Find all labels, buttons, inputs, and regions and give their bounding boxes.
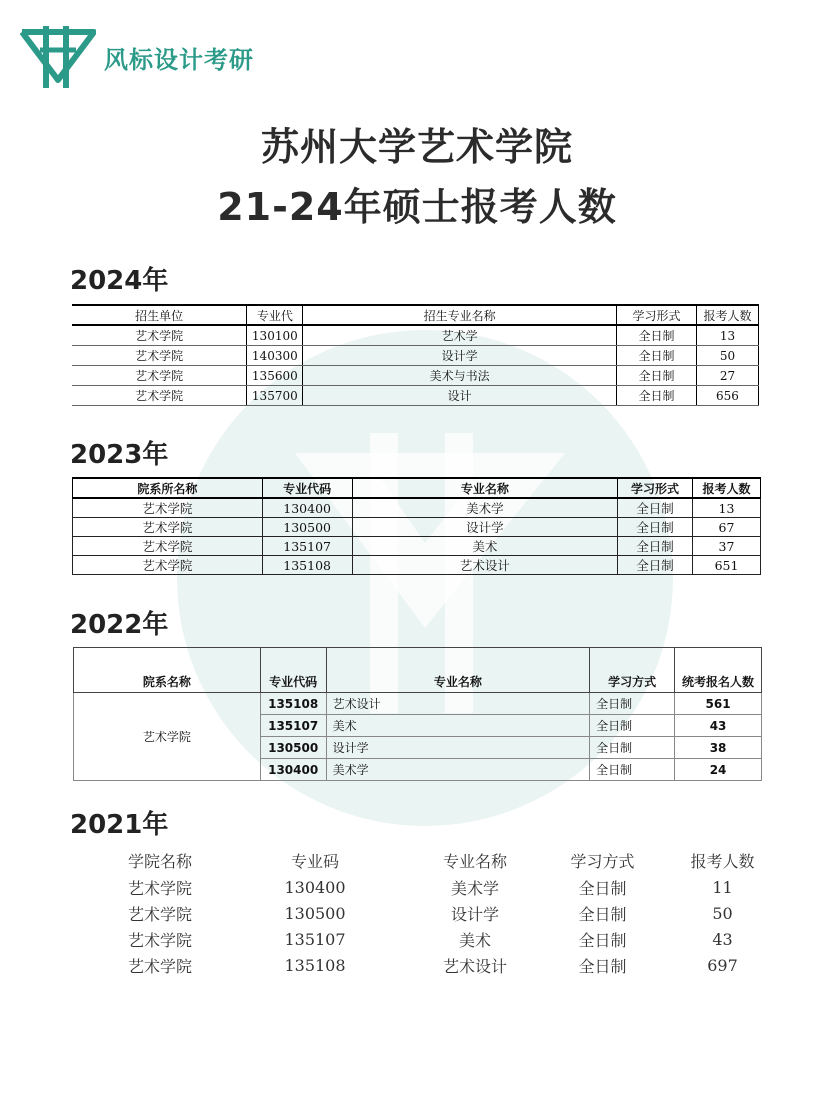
cell: 艺术学院 xyxy=(73,556,263,575)
header-cell: 报考人数 xyxy=(693,478,761,498)
cell: 140300 xyxy=(247,346,303,366)
header-cell: 专业代码 xyxy=(262,478,352,498)
cell: 设计学 xyxy=(352,518,617,537)
header-cell: 院系名称 xyxy=(74,648,261,693)
table-2022 xyxy=(73,647,762,781)
table-2024 xyxy=(72,304,759,406)
year-heading-2022: 2022年 xyxy=(70,610,169,640)
header-cell: 专业名称 xyxy=(326,648,590,693)
cell: 美术与书法 xyxy=(303,366,617,386)
cell: 全日制 xyxy=(617,366,697,386)
brand-mark-icon xyxy=(20,22,96,92)
table-header-row xyxy=(100,846,780,874)
table-row xyxy=(74,693,762,715)
cell: 130100 xyxy=(247,325,303,346)
table-row xyxy=(100,926,780,952)
cell: 全日制 xyxy=(618,518,693,537)
cell: 艺术学院 xyxy=(72,346,247,366)
cell: 美术学 xyxy=(450,878,499,898)
cell: 艺术学院 xyxy=(127,878,192,898)
cell: 美术 xyxy=(326,715,590,737)
year-heading-2023: 2023年 xyxy=(70,440,169,470)
cell: 27 xyxy=(696,366,758,386)
cell: 561 xyxy=(675,693,762,715)
cell: 651 xyxy=(693,556,761,575)
header-cell: 专业码 xyxy=(290,851,339,871)
brand-logo xyxy=(20,22,254,92)
cell: 37 xyxy=(693,537,761,556)
cell: 美术 xyxy=(458,930,491,950)
table-header-row xyxy=(74,648,762,693)
cell: 艺术学院 xyxy=(73,518,263,537)
cell: 135600 xyxy=(247,366,303,386)
cell: 设计 xyxy=(303,386,617,406)
cell: 艺术学院 xyxy=(72,386,247,406)
cell: 全日制 xyxy=(578,930,627,950)
cell: 全日制 xyxy=(590,737,675,759)
cell: 艺术学院 xyxy=(73,498,263,518)
cell: 全日制 xyxy=(617,325,697,346)
header-cell: 报考人数 xyxy=(696,305,758,325)
cell: 130400 xyxy=(262,498,352,518)
table-row xyxy=(73,556,761,575)
cell: 130500 xyxy=(260,737,326,759)
cell: 135108 xyxy=(284,955,346,975)
cell: 全日制 xyxy=(578,904,627,924)
cell: 艺术学院 xyxy=(72,366,247,386)
cell: 43 xyxy=(712,929,733,949)
cell: 艺术设计 xyxy=(352,556,617,575)
cell: 135700 xyxy=(247,386,303,406)
table-row xyxy=(100,900,780,926)
year-heading-2021: 2021年 xyxy=(70,810,169,840)
cell: 11 xyxy=(712,877,733,897)
table-row xyxy=(73,518,761,537)
cell: 43 xyxy=(675,715,762,737)
header-cell: 学习形式 xyxy=(618,478,693,498)
cell: 艺术学院 xyxy=(72,325,247,346)
cell: 697 xyxy=(707,955,738,975)
table-row xyxy=(100,952,780,978)
cell: 美术 xyxy=(352,537,617,556)
cell: 全日制 xyxy=(618,556,693,575)
cell: 艺术学 xyxy=(303,325,617,346)
cell: 艺术设计 xyxy=(326,693,590,715)
header-cell: 专业名称 xyxy=(352,478,617,498)
header-cell: 招生专业名称 xyxy=(303,305,617,325)
cell: 130400 xyxy=(284,877,346,897)
unit-cell: 艺术学院 xyxy=(74,693,261,781)
cell: 50 xyxy=(696,346,758,366)
header-cell: 招生单位 xyxy=(72,305,247,325)
cell: 全日制 xyxy=(617,386,697,406)
cell: 50 xyxy=(712,903,733,923)
cell: 全日制 xyxy=(618,537,693,556)
table-row xyxy=(72,366,759,386)
header-cell: 学院名称 xyxy=(127,851,192,871)
cell: 135107 xyxy=(284,929,346,949)
page-title: 苏州大学艺术学院 xyxy=(260,125,573,169)
header-cell: 院系所名称 xyxy=(73,478,263,498)
header-cell: 学习形式 xyxy=(617,305,697,325)
table-header-row xyxy=(73,478,761,498)
table-row xyxy=(72,386,759,406)
cell: 美术学 xyxy=(352,498,617,518)
cell: 艺术设计 xyxy=(442,956,507,976)
cell: 全日制 xyxy=(578,956,627,976)
cell: 全日制 xyxy=(617,346,697,366)
header-cell: 学习方式 xyxy=(590,648,675,693)
header-cell: 专业代码 xyxy=(260,648,326,693)
cell: 38 xyxy=(675,737,762,759)
cell: 艺术学院 xyxy=(127,956,192,976)
header-cell: 专业名称 xyxy=(442,851,507,871)
cell: 135107 xyxy=(260,715,326,737)
cell: 设计学 xyxy=(450,904,499,924)
table-row xyxy=(73,498,761,518)
page-subtitle: 21-24年硕士报考人数 xyxy=(217,185,617,229)
cell: 130500 xyxy=(262,518,352,537)
cell: 艺术学院 xyxy=(127,904,192,924)
cell: 67 xyxy=(693,518,761,537)
cell: 艺术学院 xyxy=(127,930,192,950)
cell: 135107 xyxy=(262,537,352,556)
header-cell: 专业代 xyxy=(247,305,303,325)
cell: 656 xyxy=(696,386,758,406)
cell: 美术学 xyxy=(326,759,590,781)
header-cell: 统考报名人数 xyxy=(675,648,762,693)
cell: 全日制 xyxy=(578,878,627,898)
header-cell: 报考人数 xyxy=(690,851,755,871)
header-cell: 学习方式 xyxy=(570,851,635,871)
brand-name: 风标设计考研 xyxy=(104,45,254,74)
cell: 全日制 xyxy=(618,498,693,518)
cell: 24 xyxy=(675,759,762,781)
table-row xyxy=(100,874,780,900)
cell: 设计学 xyxy=(326,737,590,759)
table-2023 xyxy=(72,477,761,575)
table-row xyxy=(73,537,761,556)
cell: 13 xyxy=(693,498,761,518)
table-row xyxy=(72,325,759,346)
cell: 全日制 xyxy=(590,759,675,781)
cell: 全日制 xyxy=(590,693,675,715)
cell: 设计学 xyxy=(303,346,617,366)
table-row xyxy=(72,346,759,366)
cell: 135108 xyxy=(260,693,326,715)
cell: 13 xyxy=(696,325,758,346)
table-header-row xyxy=(72,305,759,325)
cell: 全日制 xyxy=(590,715,675,737)
cell: 艺术学院 xyxy=(73,537,263,556)
year-heading-2024: 2024年 xyxy=(70,266,169,296)
cell: 130500 xyxy=(284,903,346,923)
cell: 130400 xyxy=(260,759,326,781)
cell: 135108 xyxy=(262,556,352,575)
table-2021 xyxy=(100,846,780,978)
